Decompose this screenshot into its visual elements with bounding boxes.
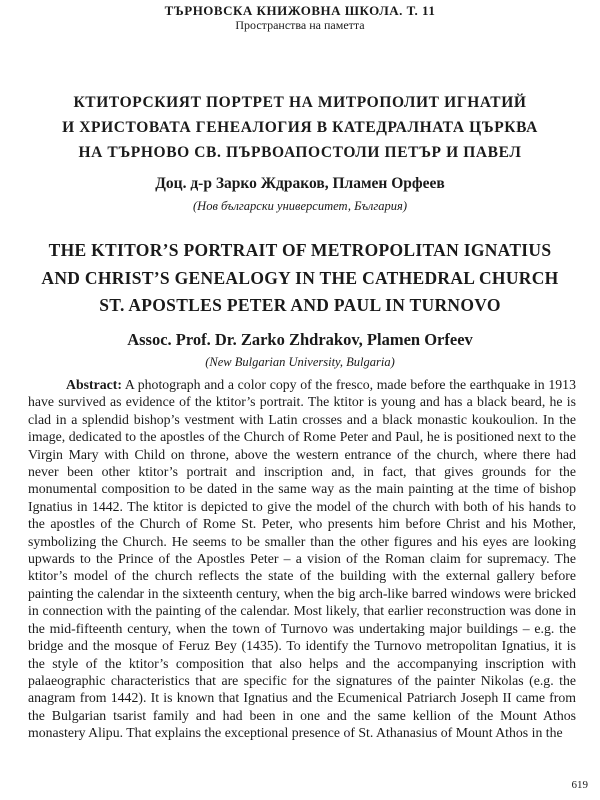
english-authors: Assoc. Prof. Dr. Zarko Zhdrakov, Plamen Orfeev — [127, 330, 473, 349]
series-subtitle: Пространства на паметта — [235, 18, 365, 32]
running-head — [0, 4, 600, 32]
bulgarian-affiliation: (Нов български университет, България) — [193, 199, 407, 213]
bulgarian-title-line: КТИТОРСКИЯТ ПОРТРЕТ НА МИТРОПОЛИТ ИГНАТИЙ — [73, 94, 527, 111]
abstract-paragraph — [28, 376, 576, 742]
english-title-line: ST. APOSTLES PETER AND PAUL IN TURNOVO — [99, 295, 501, 315]
bulgarian-title-line: НА ТЪРНОВО СВ. ПЪРВОАПОСТОЛИ ПЕТЪР И ПАВЕЛ — [78, 144, 522, 161]
page-number: 619 — [571, 779, 588, 791]
series-title: ТЪРНОВСКА КНИЖОВНА ШКОЛА. Т. 11 — [164, 3, 436, 18]
english-affiliation: (New Bulgarian University, Bulgaria) — [205, 355, 395, 369]
english-title-line: THE KTITOR’S PORTRAIT OF METROPOLITAN IGNATIUS — [48, 240, 552, 260]
english-title — [0, 237, 600, 320]
abstract-text: A photograph and a color copy of the fresco, made before the earthquake in 1913 have survived as evidence of the ktitor’s portrait. The ktitor is young and has a black beard, he is clad in a splendid bishop’s vestment with Latin crosses and a black monastic koukoulion. In the image, dedicated to the apostles of the Church of Rome Peter and Paul, he is positioned next to the Virgin Mary with Child on throne, above the western entrance of the church, where there had never been other ktitor’s portrait and inscription and, in fact, that gives grounds for the monumental composition to be dated in the same way as the main painting at the time of bishop Ignatius in 1442. The ktitor is depicted to give the model of the church with both of his hands to the apostles of the Church of Rome St. Peter, who presents him before Christ and his Mother, symbolizing the Church. He seems to be smaller than the other figures and his eyes are looking upwards to the Prince of the Apostles Peter – a vision of the Roman claim for supremacy. The ktitor’s model of the church reflects the state of the building with the external gallery before painting the calendar in the sixteenth century, when the big arch-like barred windows were bricked in connection with the painting of the calendar. Most likely, that earlier reconstruction was done in the mid-fifteenth century, when the town of Turnovo was undertaking major buildings – e.g. the bridge and the mosque of Feruz Bey (1435). To identify the Turnovo metropolitan Ignatius, it is the style of the ktitor’s composition that also helps and the accompanying inscription with palaeographic characteristics that are specific for the signatures of the painter Nikolas (e.g. the anagram from 1442). It is known that Ignatius and the Ecumenical Patriarch Joseph II came from the Bulgarian tsarist family and had been in one and the same kellion of the Mount Athos monastery Alipu. That explains the exceptional presence of St. Athanasius of Mount Athos in the — [28, 377, 576, 741]
english-title-line: AND CHRIST’S GENEALOGY IN THE CATHEDRAL CHURCH — [41, 267, 559, 288]
bulgarian-title — [0, 90, 600, 165]
abstract-label: Abstract: — [66, 377, 122, 392]
bulgarian-authors: Доц. д-р Зарко Ждраков, Пламен Орфеев — [155, 175, 445, 192]
bulgarian-title-line: И ХРИСТОВАТА ГЕНЕАЛОГИЯ В КАТЕДРАЛНАТА ЦЪРКВА — [62, 119, 538, 136]
